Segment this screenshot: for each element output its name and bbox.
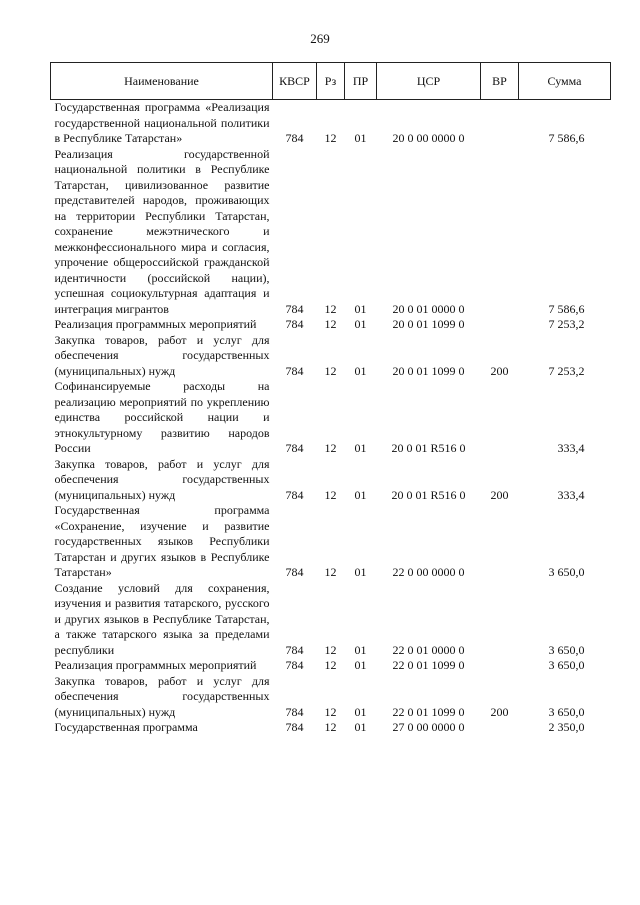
row-csr: 22 0 01 1099 0 bbox=[392, 658, 465, 672]
page-number: 269 bbox=[310, 31, 330, 46]
row-name: Софинансируемые расходы на реализацию мероприятий по укреплению единства российской нации и этнокультурному развитию народов России bbox=[54, 379, 270, 455]
row-pr: 01 bbox=[354, 441, 367, 455]
row-rz: 12 bbox=[324, 131, 337, 145]
row-vr: 200 bbox=[490, 487, 509, 502]
row-pr: 01 bbox=[354, 301, 367, 316]
row-vr bbox=[481, 658, 519, 674]
row-csr: 20 0 01 R516 0 bbox=[391, 441, 466, 455]
row-name: Реализация государственной национальной политики в Республике Татарстан, цивилизованное развитие представителей народов, проживающих на территории Республики Татарстан, сохранение межэтнического и межконфессионального мира и согласия, упрочение общероссийской гражданской идентичности (российской нации), успешная социокультурная адаптация и интеграция мигрантов bbox=[54, 146, 270, 316]
row-kvsr: 784 bbox=[285, 720, 304, 734]
row-csr: 27 0 00 0000 0 bbox=[392, 720, 465, 734]
row-name: Реализация программных мероприятий bbox=[54, 658, 257, 672]
row-kvsr: 784 bbox=[285, 487, 304, 502]
row-rz: 12 bbox=[324, 441, 337, 455]
table-row bbox=[51, 100, 611, 147]
row-vr bbox=[481, 581, 519, 659]
row-vr bbox=[481, 720, 519, 736]
table-row bbox=[51, 333, 611, 380]
row-pr: 01 bbox=[354, 658, 367, 672]
row-vr: 200 bbox=[490, 363, 509, 378]
row-sum: 3 650,0 bbox=[548, 658, 585, 672]
row-sum: 3 650,0 bbox=[548, 565, 585, 579]
row-csr: 20 0 00 0000 0 bbox=[392, 131, 465, 145]
row-sum: 7 586,6 bbox=[548, 131, 585, 145]
row-rz: 12 bbox=[324, 487, 337, 502]
row-csr: 20 0 01 R516 0 bbox=[391, 487, 466, 502]
row-sum: 2 350,0 bbox=[548, 720, 585, 734]
row-pr: 01 bbox=[354, 363, 367, 378]
header-vr: ВР bbox=[481, 63, 519, 100]
row-sum: 7 253,2 bbox=[548, 363, 585, 378]
row-name: Закупка товаров, работ и услуг для обеспечения государственных (муниципальных) нужд bbox=[54, 332, 270, 378]
row-rz: 12 bbox=[324, 301, 337, 316]
row-vr bbox=[481, 317, 519, 333]
row-pr: 01 bbox=[354, 565, 367, 579]
row-csr: 20 0 01 0000 0 bbox=[392, 301, 465, 316]
row-pr: 01 bbox=[354, 642, 367, 657]
row-sum: 3 650,0 bbox=[548, 642, 585, 657]
table-row bbox=[51, 720, 611, 736]
row-kvsr: 784 bbox=[285, 658, 304, 672]
row-sum: 333,4 bbox=[557, 441, 585, 455]
row-name: Создание условий для сохранения, изучения и развития татарского, русского и других языков в Республике Татарстан, а также татарского языка за пределами республики bbox=[54, 580, 270, 657]
row-name: Государственная программа «Сохранение, изучение и развитие государственных языков Республики Татарстан и других языков в Республике Татарстан» bbox=[54, 503, 270, 579]
row-sum: 7 586,6 bbox=[548, 301, 585, 316]
row-kvsr: 784 bbox=[285, 363, 304, 378]
row-vr: 200 bbox=[490, 704, 509, 719]
row-pr: 01 bbox=[354, 720, 367, 734]
table-row bbox=[51, 658, 611, 674]
header-kvsr: КВСР bbox=[273, 63, 317, 100]
budget-table bbox=[50, 62, 611, 736]
row-name: Реализация программных мероприятий bbox=[54, 317, 257, 331]
table-row bbox=[51, 581, 611, 659]
table-row bbox=[51, 457, 611, 504]
row-rz: 12 bbox=[324, 658, 337, 672]
table-row bbox=[51, 317, 611, 333]
row-kvsr: 784 bbox=[285, 565, 304, 579]
row-name: Государственная программа bbox=[54, 720, 198, 734]
table-row bbox=[51, 503, 611, 581]
row-name: Закупка товаров, работ и услуг для обеспечения государственных (муниципальных) нужд bbox=[54, 456, 270, 502]
row-kvsr: 784 bbox=[285, 642, 304, 657]
row-kvsr: 784 bbox=[285, 441, 304, 455]
row-rz: 12 bbox=[324, 704, 337, 719]
row-kvsr: 784 bbox=[285, 131, 304, 145]
table-row bbox=[51, 379, 611, 457]
row-vr bbox=[481, 100, 519, 147]
row-csr: 20 0 01 1099 0 bbox=[392, 317, 465, 331]
table-row bbox=[51, 147, 611, 318]
header-pr: ПР bbox=[345, 63, 377, 100]
row-kvsr: 784 bbox=[285, 301, 304, 316]
row-csr: 22 0 01 0000 0 bbox=[392, 642, 465, 657]
header-sum: Сумма bbox=[519, 63, 611, 100]
table-header-row bbox=[51, 63, 611, 100]
row-pr: 01 bbox=[354, 131, 367, 145]
row-vr bbox=[481, 379, 519, 457]
row-csr: 22 0 01 1099 0 bbox=[392, 704, 465, 719]
row-csr: 20 0 01 1099 0 bbox=[392, 363, 465, 378]
row-sum: 3 650,0 bbox=[548, 704, 585, 719]
header-csr: ЦСР bbox=[377, 63, 481, 100]
row-pr: 01 bbox=[354, 317, 367, 331]
row-rz: 12 bbox=[324, 317, 337, 331]
header-rz: Рз bbox=[317, 63, 345, 100]
row-sum: 333,4 bbox=[557, 487, 585, 502]
row-rz: 12 bbox=[324, 720, 337, 734]
row-vr bbox=[481, 147, 519, 318]
table-row bbox=[51, 674, 611, 721]
row-rz: 12 bbox=[324, 642, 337, 657]
row-rz: 12 bbox=[324, 565, 337, 579]
row-rz: 12 bbox=[324, 363, 337, 378]
header-name: Наименование bbox=[51, 63, 273, 100]
row-sum: 7 253,2 bbox=[548, 317, 585, 331]
row-kvsr: 784 bbox=[285, 704, 304, 719]
row-name: Государственная программа «Реализация государственной национальной политики в Республике Татарстан» bbox=[54, 100, 270, 145]
row-csr: 22 0 00 0000 0 bbox=[392, 565, 465, 579]
row-name: Закупка товаров, работ и услуг для обеспечения государственных (муниципальных) нужд bbox=[54, 673, 270, 719]
row-kvsr: 784 bbox=[285, 317, 304, 331]
row-vr bbox=[481, 503, 519, 581]
row-pr: 01 bbox=[354, 487, 367, 502]
row-pr: 01 bbox=[354, 704, 367, 719]
